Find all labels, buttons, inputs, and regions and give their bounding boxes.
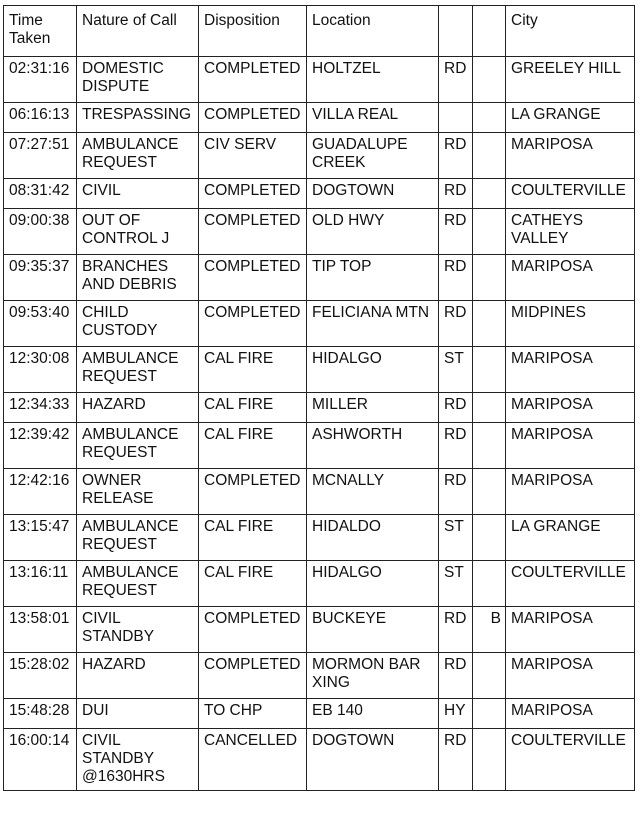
cell-street-suffix: [473, 561, 506, 607]
cell-street-suffix: [473, 347, 506, 393]
cell-location: HOLTZEL: [307, 57, 439, 103]
cell-city: LA GRANGE: [506, 103, 635, 133]
cell-city: MIDPINES: [506, 301, 635, 347]
cell-street-type: ST: [439, 561, 473, 607]
cell-city: GREELEY HILL: [506, 57, 635, 103]
cell-location: OLD HWY: [307, 209, 439, 255]
header-nature-of-call: Nature of Call: [77, 6, 199, 57]
cell-time-taken: 12:30:08: [4, 347, 77, 393]
cell-location: VILLA REAL: [307, 103, 439, 133]
cell-time-taken: 15:48:28: [4, 699, 77, 729]
header-disposition: Disposition: [199, 6, 307, 57]
table-header: [4, 6, 635, 57]
cell-street-suffix: [473, 469, 506, 515]
table-row: [4, 133, 635, 179]
cell-disposition: COMPLETED: [199, 607, 307, 653]
cell-nature-of-call: CIVIL STANDBY @1630HRS: [77, 729, 199, 791]
cell-nature-of-call: CIVIL STANDBY: [77, 607, 199, 653]
cell-nature-of-call: DOMESTIC DISPUTE: [77, 57, 199, 103]
cell-disposition: CIV SERV: [199, 133, 307, 179]
cell-street-type: ST: [439, 347, 473, 393]
cell-location: HIDALGO: [307, 561, 439, 607]
cell-nature-of-call: TRESPASSING: [77, 103, 199, 133]
cell-city: COULTERVILLE: [506, 729, 635, 791]
cell-street-suffix: [473, 301, 506, 347]
cell-nature-of-call: CIVIL: [77, 179, 199, 209]
header-street-suffix: [473, 6, 506, 57]
cell-street-type: RD: [439, 301, 473, 347]
table-row: [4, 347, 635, 393]
cell-nature-of-call: AMBULANCE REQUEST: [77, 133, 199, 179]
cell-disposition: COMPLETED: [199, 469, 307, 515]
cell-street-suffix: [473, 103, 506, 133]
cell-nature-of-call: OWNER RELEASE: [77, 469, 199, 515]
cell-city: COULTERVILLE: [506, 561, 635, 607]
cell-street-suffix: [473, 209, 506, 255]
cell-nature-of-call: AMBULANCE REQUEST: [77, 347, 199, 393]
cell-disposition: COMPLETED: [199, 57, 307, 103]
table-body: [4, 57, 635, 791]
cell-location: FELICIANA MTN: [307, 301, 439, 347]
cell-nature-of-call: HAZARD: [77, 393, 199, 423]
cell-disposition: COMPLETED: [199, 209, 307, 255]
cell-time-taken: 07:27:51: [4, 133, 77, 179]
cell-time-taken: 08:31:42: [4, 179, 77, 209]
cell-street-suffix: [473, 57, 506, 103]
cell-location: BUCKEYE: [307, 607, 439, 653]
table-row: [4, 515, 635, 561]
cell-city: MARIPOSA: [506, 423, 635, 469]
cell-time-taken: 15:28:02: [4, 653, 77, 699]
cell-city: COULTERVILLE: [506, 179, 635, 209]
header-street-type: [439, 6, 473, 57]
cell-location: ASHWORTH: [307, 423, 439, 469]
table-row: [4, 179, 635, 209]
cell-nature-of-call: DUI: [77, 699, 199, 729]
cell-street-type: RD: [439, 133, 473, 179]
cell-time-taken: 12:39:42: [4, 423, 77, 469]
cell-nature-of-call: AMBULANCE REQUEST: [77, 515, 199, 561]
cell-disposition: CAL FIRE: [199, 393, 307, 423]
cell-disposition: CAL FIRE: [199, 423, 307, 469]
cell-street-suffix: [473, 393, 506, 423]
cell-street-suffix: [473, 653, 506, 699]
cell-street-suffix: [473, 423, 506, 469]
cell-street-suffix: [473, 255, 506, 301]
call-log-table: [3, 5, 635, 791]
cell-street-type: [439, 103, 473, 133]
table-row: [4, 699, 635, 729]
table-row: [4, 255, 635, 301]
cell-city: MARIPOSA: [506, 607, 635, 653]
cell-street-suffix: [473, 515, 506, 561]
cell-location: HIDALDO: [307, 515, 439, 561]
cell-time-taken: 09:53:40: [4, 301, 77, 347]
cell-city: CATHEYS VALLEY: [506, 209, 635, 255]
cell-nature-of-call: AMBULANCE REQUEST: [77, 423, 199, 469]
cell-street-suffix: B: [473, 607, 506, 653]
cell-location: MORMON BAR XING: [307, 653, 439, 699]
cell-disposition: COMPLETED: [199, 653, 307, 699]
table-row: [4, 729, 635, 791]
table-row: [4, 607, 635, 653]
cell-disposition: COMPLETED: [199, 103, 307, 133]
cell-nature-of-call: AMBULANCE REQUEST: [77, 561, 199, 607]
cell-street-type: RD: [439, 729, 473, 791]
cell-nature-of-call: HAZARD: [77, 653, 199, 699]
cell-city: MARIPOSA: [506, 469, 635, 515]
cell-nature-of-call: CHILD CUSTODY: [77, 301, 199, 347]
cell-street-suffix: [473, 133, 506, 179]
cell-time-taken: 06:16:13: [4, 103, 77, 133]
cell-disposition: COMPLETED: [199, 179, 307, 209]
cell-location: MCNALLY: [307, 469, 439, 515]
cell-nature-of-call: OUT OF CONTROL J: [77, 209, 199, 255]
cell-location: HIDALGO: [307, 347, 439, 393]
table-row: [4, 57, 635, 103]
cell-location: DOGTOWN: [307, 179, 439, 209]
cell-street-type: RD: [439, 653, 473, 699]
table-row: [4, 423, 635, 469]
cell-location: DOGTOWN: [307, 729, 439, 791]
table-row: [4, 561, 635, 607]
cell-disposition: CAL FIRE: [199, 347, 307, 393]
table-row: [4, 103, 635, 133]
cell-disposition: COMPLETED: [199, 255, 307, 301]
cell-city: MARIPOSA: [506, 133, 635, 179]
cell-time-taken: 13:58:01: [4, 607, 77, 653]
table-row: [4, 653, 635, 699]
table-row: [4, 209, 635, 255]
cell-disposition: COMPLETED: [199, 301, 307, 347]
table-row: [4, 393, 635, 423]
cell-street-type: RD: [439, 423, 473, 469]
cell-street-type: RD: [439, 469, 473, 515]
header-time-taken: Time Taken: [4, 6, 77, 57]
cell-time-taken: 09:35:37: [4, 255, 77, 301]
cell-city: MARIPOSA: [506, 699, 635, 729]
cell-street-type: RD: [439, 57, 473, 103]
cell-street-suffix: [473, 699, 506, 729]
cell-disposition: CAL FIRE: [199, 515, 307, 561]
cell-time-taken: 13:16:11: [4, 561, 77, 607]
header-location: Location: [307, 6, 439, 57]
cell-street-type: ST: [439, 515, 473, 561]
cell-time-taken: 12:34:33: [4, 393, 77, 423]
cell-street-type: RD: [439, 209, 473, 255]
cell-city: MARIPOSA: [506, 653, 635, 699]
table-row: [4, 301, 635, 347]
cell-disposition: CAL FIRE: [199, 561, 307, 607]
cell-city: LA GRANGE: [506, 515, 635, 561]
header-row: [4, 6, 635, 57]
cell-time-taken: 09:00:38: [4, 209, 77, 255]
cell-street-suffix: [473, 729, 506, 791]
cell-disposition: TO CHP: [199, 699, 307, 729]
cell-disposition: CANCELLED: [199, 729, 307, 791]
table-row: [4, 469, 635, 515]
cell-street-suffix: [473, 179, 506, 209]
cell-location: GUADALUPE CREEK: [307, 133, 439, 179]
cell-street-type: RD: [439, 393, 473, 423]
cell-time-taken: 02:31:16: [4, 57, 77, 103]
cell-nature-of-call: BRANCHES AND DEBRIS: [77, 255, 199, 301]
cell-location: MILLER: [307, 393, 439, 423]
cell-time-taken: 16:00:14: [4, 729, 77, 791]
cell-time-taken: 13:15:47: [4, 515, 77, 561]
cell-time-taken: 12:42:16: [4, 469, 77, 515]
cell-street-type: RD: [439, 179, 473, 209]
cell-location: TIP TOP: [307, 255, 439, 301]
cell-city: MARIPOSA: [506, 393, 635, 423]
cell-street-type: HY: [439, 699, 473, 729]
cell-street-type: RD: [439, 255, 473, 301]
header-city: City: [506, 6, 635, 57]
cell-city: MARIPOSA: [506, 347, 635, 393]
cell-location: EB 140: [307, 699, 439, 729]
cell-city: MARIPOSA: [506, 255, 635, 301]
cell-street-type: RD: [439, 607, 473, 653]
